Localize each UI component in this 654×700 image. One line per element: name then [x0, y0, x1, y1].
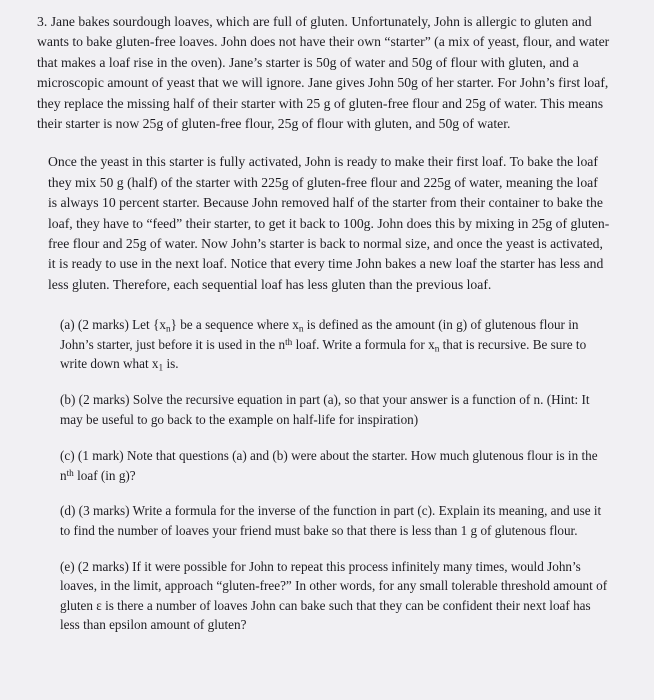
part-a: (a) (2 marks) Let $\{x_n\}$ be a sequence where $x_n$ is defined as the amount (in g) of glutenous flour in John’s starter, just before it is used in the $n^{th}$ loaf. Write a formula for $x_n$ that is recursive. Be sure to write down what $x_1$ is. [60, 317, 587, 373]
part-e: (e) (2 marks) If it were possible for John to repeat this process infinitely many times, would John’s loaves, in the limit, approach “gluten-free?” In other words, for any small tolerable threshold amount of gluten ε is there a number of loaves John can bake such that they can be confident their next loaf has less than epsilon amount of gluten? [60, 558, 608, 633]
question-intro-paragraph: 3. Jane bakes sourdough loaves, which are full of gluten. Unfortunately, John is allergic to gluten and wants to bake gluten-free loaves. John does not have their own “starter” (a mix of yeast, flour, and water that makes a loaf rise in the oven). Jane’s starter is 50g of water and 50g of flour with gluten, and a microscopic amount of yeast that we will ignore. Jane gives John 50g of her starter. For John’s first loaf, they replace the missing half of their starter with 25 g of gluten-free flour and 25g of water. This means their starter is now 25g of gluten-free flour, 25g of flour with gluten, and 50g of water. [37, 14, 610, 132]
question-process-paragraph: Once the yeast in this starter is fully activated, John is ready to make their first loaf. To bake the loaf they mix 50 g (half) of the starter with 225g of gluten-free flour and 225g of water, meaning the loaf is always 10 percent starter. Because John removed half of the starter from their container to bake the loaf, they have to “feed” their starter, to get it back to 100g. John does this by mixing in 25g of gluten-free flour and 25g of water. Now John’s starter is back to normal size, and once the yeast is activated, it is ready to use in the next loaf. Notice that every time John bakes a new loaf the starter has less and less gluten. Therefore, each sequential loaf has less gluten than the previous loaf. [48, 154, 610, 292]
part-c: (c) (1 mark) Note that questions (a) and (b) were about the starter. How much glutenous flour is in the $n^{th}$ loaf (in g)? [60, 448, 598, 483]
part-b: (b) (2 marks) Solve the recursive equation in part (a), so that your answer is a function of n. (Hint: It may be useful to go back to the example on half-life for inspiration) [60, 392, 590, 427]
part-d: (d) (3 marks) Write a formula for the inverse of the function in part (c). Explain its meaning, and use it to find the number of loaves your friend must bake so that there is less than 1 g of glutenous flour. [60, 503, 602, 539]
